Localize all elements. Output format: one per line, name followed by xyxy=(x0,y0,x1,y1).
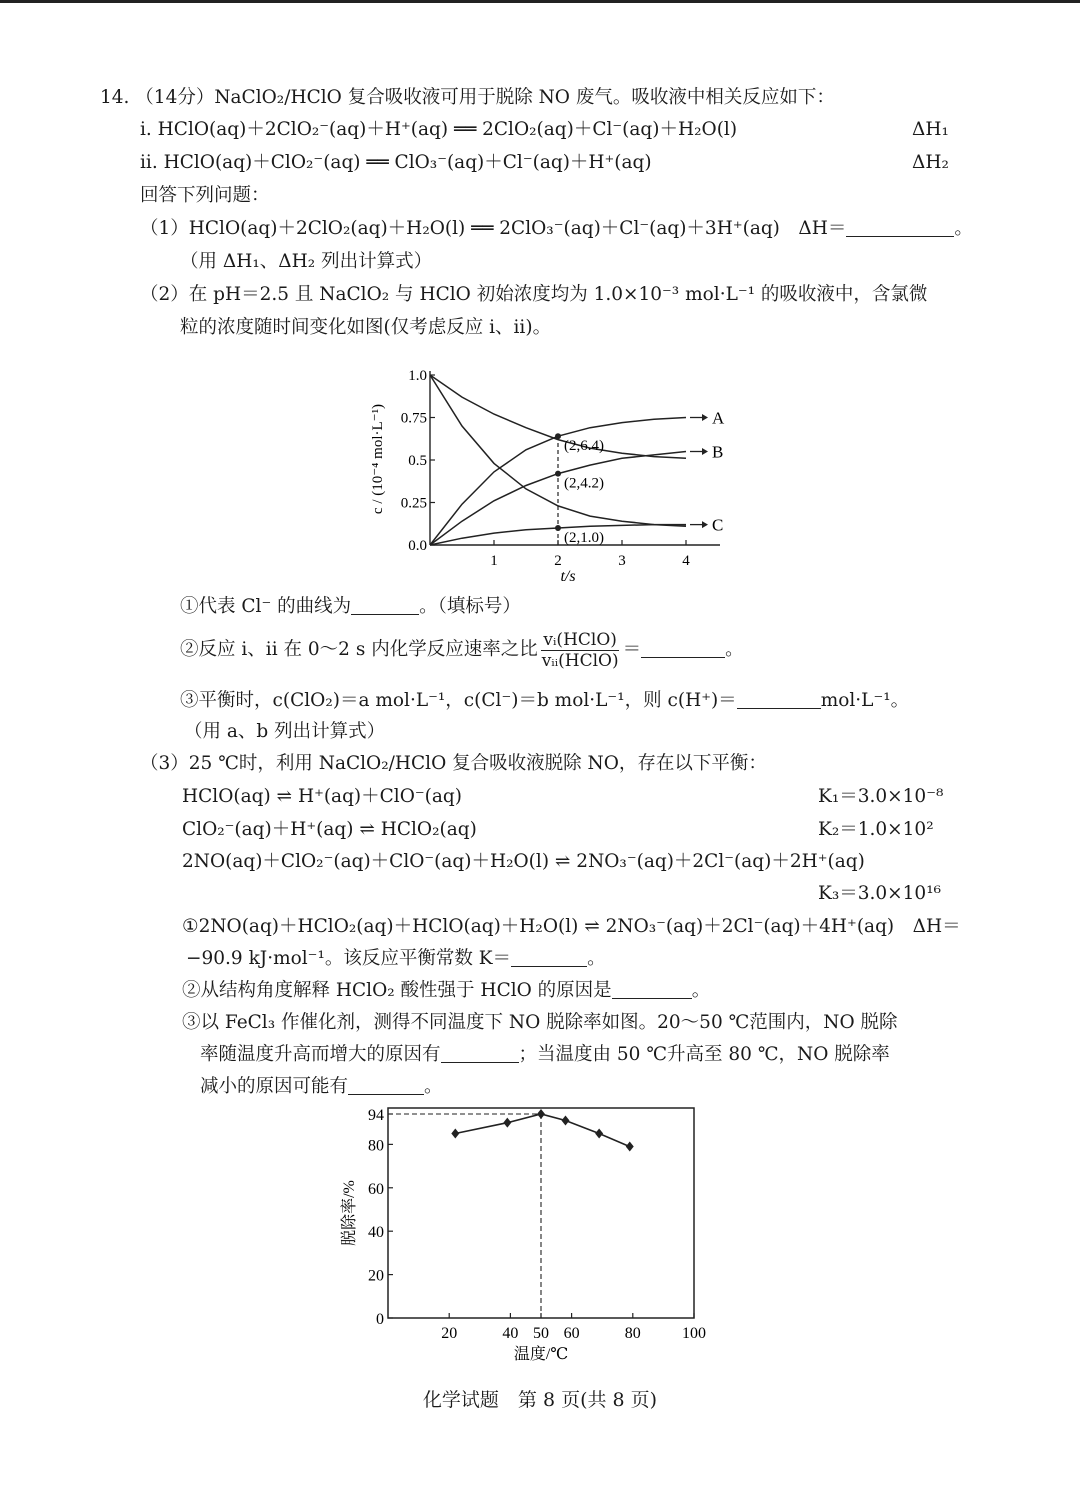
chart2-x-tick-label: 80 xyxy=(624,1325,641,1342)
chart2-y-tick-label: 0 xyxy=(376,1311,384,1328)
part2-q1-text: ①代表 Cl⁻ 的曲线为 xyxy=(180,596,352,617)
chart2-y-tick-label: 60 xyxy=(368,1180,384,1198)
chart1-y-axis-label: c / (10⁻⁴ mol·L⁻¹) xyxy=(370,403,386,515)
chart1-x-tick-label: 3 xyxy=(618,553,626,569)
part3-q2 xyxy=(182,979,710,1003)
chart1-label-arrow-head xyxy=(702,521,708,528)
fraction-denominator: vᵢᵢ(HClO) xyxy=(541,650,619,671)
answer-prompt: 回答下列问题： xyxy=(140,185,270,206)
equilibrium-1: HClO(aq) ⇌ H⁺(aq)＋ClO⁻(aq) xyxy=(182,786,462,807)
reaction-ii-enthalpy: ΔH₂ xyxy=(912,152,949,173)
equilibrium-3: 2NO(aq)＋ClO₂⁻(aq)＋ClO⁻(aq)＋H₂O(l) ⇌ 2NO₃⁻(aq)＋2Cl⁻(aq)＋2H⁺(aq) xyxy=(182,851,865,872)
page-footer: 化学试题 第 8 页(共 8 页) xyxy=(422,1389,658,1411)
chart1-x-axis-label: t/s xyxy=(560,568,576,585)
chart2-series-line xyxy=(455,1114,629,1147)
chart1-point-label: (2,6.4) xyxy=(564,438,604,455)
part3-q3-text2b: ；当温度由 50 ℃升高至 80 ℃，NO 脱除率 xyxy=(518,1044,890,1065)
part1-line2: （用 ΔH₁、ΔH₂ 列出计算式） xyxy=(180,251,433,272)
chart1-point-label: (2,4.2) xyxy=(564,475,604,492)
chart2-data-point xyxy=(626,1142,634,1152)
part2-q2 xyxy=(180,628,744,672)
part2-q3-unit: mol·L⁻¹。 xyxy=(820,690,910,711)
part3-q3-text3: 减小的原因可能有 xyxy=(200,1076,349,1097)
chart2-data-point xyxy=(503,1118,511,1128)
answer-blank[interactable] xyxy=(511,966,587,967)
chart2-data-point xyxy=(561,1116,569,1126)
part3-q2-tail: 。 xyxy=(691,980,711,1001)
reaction-i-enthalpy: ΔH₁ xyxy=(912,119,949,140)
k2-value: K₂＝1.0×10² xyxy=(818,819,934,840)
part3-q3-line2 xyxy=(200,1043,890,1067)
part3-q3-line3 xyxy=(200,1075,443,1099)
part2-q2-text: ②反应 i、ii 在 0～2 s 内化学反应速率之比 xyxy=(180,639,538,660)
part3-q3-line1: ③以 FeCl₃ 作催化剂，测得不同温度下 NO 脱除率如图。20～50 ℃范围内，NO 脱除 xyxy=(182,1012,898,1033)
part2-line1: （2）在 pH＝2.5 且 NaClO₂ 与 HClO 初始浓度均为 1.0×10⁻³ mol·L⁻¹ 的吸收液中，含氯微 xyxy=(140,284,928,305)
chart2-y-tick-label: 94 xyxy=(368,1107,384,1124)
chart1-point-label: (2,1.0) xyxy=(564,530,604,546)
part3-q1-line1: ①2NO(aq)＋HClO₂(aq)＋HClO(aq)＋H₂O(l) ⇌ 2NO₃⁻(aq)＋2Cl⁻(aq)＋4H⁺(aq) ΔH＝ xyxy=(182,916,961,937)
chart2-x-axis-label: 温度/℃ xyxy=(513,1346,569,1363)
chart2-y-tick-label: 80 xyxy=(368,1137,384,1155)
part3-q3-tail: 。 xyxy=(424,1076,443,1097)
chart2-x-tick-label: 60 xyxy=(563,1325,580,1342)
part2-q3 xyxy=(180,689,909,713)
chart2-data-point xyxy=(451,1129,459,1139)
chart2-data-point xyxy=(537,1109,545,1119)
answer-blank[interactable] xyxy=(846,236,954,237)
chart1-y-tick-label: 0.5 xyxy=(408,453,427,469)
part2-q1 xyxy=(180,595,521,619)
chart1-y-tick-label: 0.0 xyxy=(408,538,427,554)
chart2-data-point xyxy=(595,1129,603,1139)
part2-q2-equals: ＝ xyxy=(622,639,642,660)
chart1-curve-label: C xyxy=(712,515,724,535)
chart1-y-tick-label: 0.25 xyxy=(400,495,427,512)
part3-q1-text: −90.9 kJ·mol⁻¹。该反应平衡常数 K＝ xyxy=(186,948,512,969)
question-header: 14. （14分）NaClO₂/HClO 复合吸收液可用于脱除 NO 废气。吸收液中相关反应如下： xyxy=(100,87,835,108)
chart1-label-arrow-head xyxy=(702,448,708,455)
answer-blank[interactable] xyxy=(441,1062,519,1063)
chart1-point-marker xyxy=(555,471,561,477)
part2-q3-line2: （用 a、b 列出计算式） xyxy=(184,721,386,742)
part2-line2: 粒的浓度随时间变化如图(仅考虑反应 i、ii)。 xyxy=(180,317,552,338)
part1-line1 xyxy=(140,217,973,241)
answer-blank[interactable] xyxy=(351,614,419,615)
chart2-x-tick-label: 20 xyxy=(441,1325,458,1342)
equilibrium-2: ClO₂⁻(aq)＋H⁺(aq) ⇌ HClO₂(aq) xyxy=(182,819,477,840)
chart1-y-tick-label: 0.75 xyxy=(400,410,427,427)
k3-value: K₃＝3.0×10¹⁶ xyxy=(818,883,942,904)
removal-rate-temperature-chart xyxy=(330,1100,720,1370)
chart1-x-tick-label: 2 xyxy=(554,553,562,569)
chart2-x-tick-label: 40 xyxy=(502,1325,519,1342)
part2-q3-text: ③平衡时，c(ClO₂)＝a mol·L⁻¹，c(Cl⁻)＝b mol·L⁻¹，则 c(H⁺)＝ xyxy=(180,690,737,711)
concentration-time-chart xyxy=(360,355,730,595)
part3-q2-text: ②从结构角度解释 HClO₂ 酸性强于 HClO 的原因是 xyxy=(182,980,612,1001)
chart1-label-arrow-head xyxy=(702,414,708,421)
page-top-rule xyxy=(0,0,1080,3)
part2-q1-tail: 。（填标号） xyxy=(419,596,521,617)
part3-q1-line2 xyxy=(186,947,606,971)
part1-text: （1）HClO(aq)＋2ClO₂(aq)＋H₂O(l) ══ 2ClO₃⁻(aq)＋Cl⁻(aq)＋3H⁺(aq) ΔH＝ xyxy=(140,218,847,239)
chart2-x-tick-label: 50 xyxy=(533,1325,549,1342)
fraction-numerator: vᵢ(HClO) xyxy=(543,629,617,650)
part3-q1-tail: 。 xyxy=(587,948,606,969)
chart2-y-axis-label: 脱除率/% xyxy=(341,1180,358,1246)
chart1-point-marker xyxy=(555,525,561,531)
answer-blank[interactable] xyxy=(612,998,692,999)
part2-q2-tail: 。 xyxy=(725,639,744,660)
chart1-point-marker xyxy=(555,433,561,439)
chart1-y-tick-label: 1.0 xyxy=(408,368,427,384)
chart1-x-tick-label: 4 xyxy=(682,553,690,569)
answer-blank[interactable] xyxy=(641,657,725,658)
chart2-y-tick-label: 40 xyxy=(368,1224,384,1242)
answer-blank[interactable] xyxy=(737,708,821,709)
rate-ratio-fraction xyxy=(540,630,621,671)
answer-blank[interactable] xyxy=(348,1094,424,1095)
chart1-curve-label: A xyxy=(712,408,725,428)
chart2-y-tick-label: 20 xyxy=(368,1267,384,1285)
k1-value: K₁＝3.0×10⁻⁸ xyxy=(818,786,944,807)
part1-end: 。 xyxy=(954,218,973,239)
chart1-x-tick-label: 1 xyxy=(490,553,498,569)
reaction-ii: ii. HClO(aq)＋ClO₂⁻(aq) ══ ClO₃⁻(aq)＋Cl⁻(aq)＋H⁺(aq) xyxy=(140,152,652,173)
part3-q3-text2: 率随温度升高而增大的原因有 xyxy=(200,1044,441,1065)
chart1-curve-label: B xyxy=(712,442,724,462)
chart2-x-tick-label: 100 xyxy=(682,1325,706,1342)
part3-line1: （3）25 ℃时，利用 NaClO₂/HClO 复合吸收液脱除 NO，存在以下平衡： xyxy=(140,753,767,774)
reaction-i: i. HClO(aq)＋2ClO₂⁻(aq)＋H⁺(aq) ══ 2ClO₂(aq)＋Cl⁻(aq)＋H₂O(l) xyxy=(140,119,738,140)
